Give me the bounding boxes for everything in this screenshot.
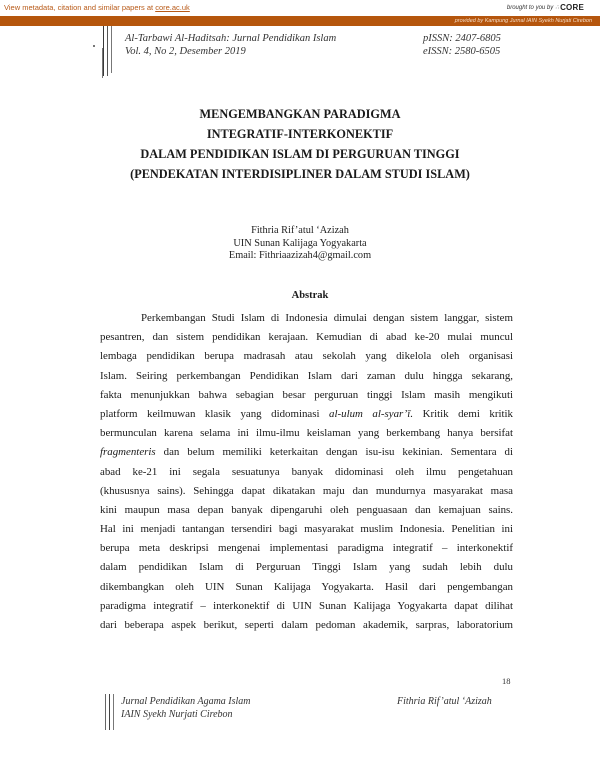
paper-title bbox=[60, 104, 540, 184]
author-email: Email: Fithriaazizah4@gmail.com bbox=[228, 250, 372, 261]
footer-institution: IAIN Syekh Nurjati Cirebon bbox=[121, 708, 233, 720]
core-logo-icon: ∴ bbox=[555, 4, 560, 11]
header-rule-3 bbox=[111, 26, 112, 73]
abstract-line: dari beberapa aspek berikut, seperti dalam pedoman akademik, sarpras, laboratorium bbox=[100, 619, 513, 631]
footer-author: Fithria Rif’atul ‘Azizah bbox=[397, 696, 492, 707]
author-affiliation: UIN Sunan Kalijaga Yogyakarta bbox=[233, 237, 367, 249]
footer-rule-2 bbox=[109, 694, 110, 730]
core-provided-bar bbox=[0, 16, 600, 26]
abstract-line: Perkembangan Studi Islam di Indonesia dimulai dengan sistem langgar, sistem bbox=[141, 312, 513, 324]
author-block bbox=[150, 225, 450, 263]
abstract-heading: Abstrak bbox=[291, 290, 329, 301]
running-header-left bbox=[125, 32, 336, 58]
running-header-right bbox=[423, 32, 501, 58]
header-rule-4 bbox=[102, 48, 103, 78]
abstract-line: platform keilmuwan klasik yang didominasi al-ulum al-syar’ī. Kritik demi kritik bbox=[100, 407, 513, 420]
abstract-line: dikembangkan oleh UIN Sunan Kalijaga Yogyakarta. Hasil dari pengembangan bbox=[100, 580, 513, 593]
core-logo-text: CORE bbox=[560, 3, 584, 12]
abstract-line: fakta menunjukkan bahwa sebagian besar perguruan tinggi Islam masih mengikuti bbox=[100, 388, 513, 401]
abstract-line: fragmenteris dan belum memiliki keterkaitan dengan isu-isu kekinian. Sementara di bbox=[100, 446, 513, 459]
provided-by-text[interactable]: provided by Kampung Jurnal IAIN Syekh Nurjati Cirebon bbox=[454, 17, 592, 24]
page-number: 18 bbox=[502, 676, 511, 686]
core-metadata-prefix: View metadata, citation and similar papers at bbox=[4, 3, 156, 12]
abstract-line: paradigma integratif – interkonektif di UIN Sunan Kalijaga Yogyakarta dapat dilihat bbox=[100, 599, 513, 612]
abstract-line: kini maupun masa depan banyak dipengaruhi oleh penguasaan dan kemajuan sains. bbox=[100, 503, 513, 516]
title-line: DALAM PENDIDIKAN ISLAM DI PERGURUAN TINGGI bbox=[140, 147, 460, 161]
header-dot bbox=[93, 45, 95, 47]
abstract-line: pesantren, dan sistem pendidikan kerajaan. Kemudian di abad ke-20 mulai muncul bbox=[100, 331, 513, 344]
footer-journal bbox=[121, 696, 251, 721]
abstract-body bbox=[100, 309, 513, 635]
abstract-line: (khususnya sains). Sehingga dapat dikatakan maju dan mundurnya masyarakat masa bbox=[100, 484, 513, 497]
abstract-line: Hal ini menjadi tantangan tersendiri bagi masyarakat muslim Indonesia. Penelitian ini bbox=[100, 523, 513, 536]
pissn: pISSN: 2407-6805 bbox=[423, 33, 501, 44]
footer-journal-name: Jurnal Pendidikan Agama Islam bbox=[121, 696, 251, 707]
eissn: eISSN: 2580-6505 bbox=[423, 46, 501, 57]
title-line: INTEGRATIF-INTERKONEKTIF bbox=[206, 127, 394, 141]
core-banner bbox=[0, 0, 600, 16]
abstract-line: bermunculan karena selama ini ilmu-ilmu keislaman yang berkembang hanya bersifat bbox=[100, 427, 513, 440]
author-name: Fithria Rif’atul ‘Azizah bbox=[251, 225, 349, 236]
journal-title: Al-Tarbawi Al-Haditsah: Jurnal Pendidikan Islam bbox=[125, 33, 337, 44]
abstract-line: Islam. Seiring perkembangan Pendidikan Islam dari zaman dulu hingga sekarang, bbox=[100, 369, 513, 382]
title-line: MENGEMBANGKAN PARADIGMA bbox=[199, 107, 401, 121]
core-metadata-text bbox=[4, 3, 190, 12]
header-rule-2 bbox=[107, 26, 108, 76]
footer-rule-3 bbox=[113, 694, 114, 730]
italic-term: fragmenteris bbox=[100, 446, 156, 459]
brought-by-label: brought to you by bbox=[506, 4, 554, 11]
core-logo[interactable] bbox=[555, 3, 584, 12]
abstract-line: lembaga pendidikan berupa madrasah atau sekolah yang dikelola oleh organisasi bbox=[100, 350, 513, 363]
footer-rule-1 bbox=[105, 694, 106, 730]
title-line: (PENDEKATAN INTERDISIPLINER DALAM STUDI ISLAM) bbox=[130, 167, 470, 181]
arabic-term: al-ulum al-syar’ī. bbox=[329, 407, 414, 420]
journal-volume: Vol. 4, No 2, Desember 2019 bbox=[125, 46, 246, 57]
abstract-line: abad ke-21 ini segala sesuatunya banyak didominasi oleh ilmu pengetahuan bbox=[100, 465, 513, 478]
abstract-line: berupa meta deskripsi mengenai implementasi paradigma integratif – interkonektif bbox=[100, 542, 513, 555]
core-brought-by[interactable] bbox=[507, 3, 584, 12]
core-link[interactable]: core.ac.uk bbox=[155, 3, 190, 12]
abstract-line: dalam pendidikan Islam di Perguruan Tinggi Islam yang sudah lebih dulu bbox=[100, 561, 513, 574]
